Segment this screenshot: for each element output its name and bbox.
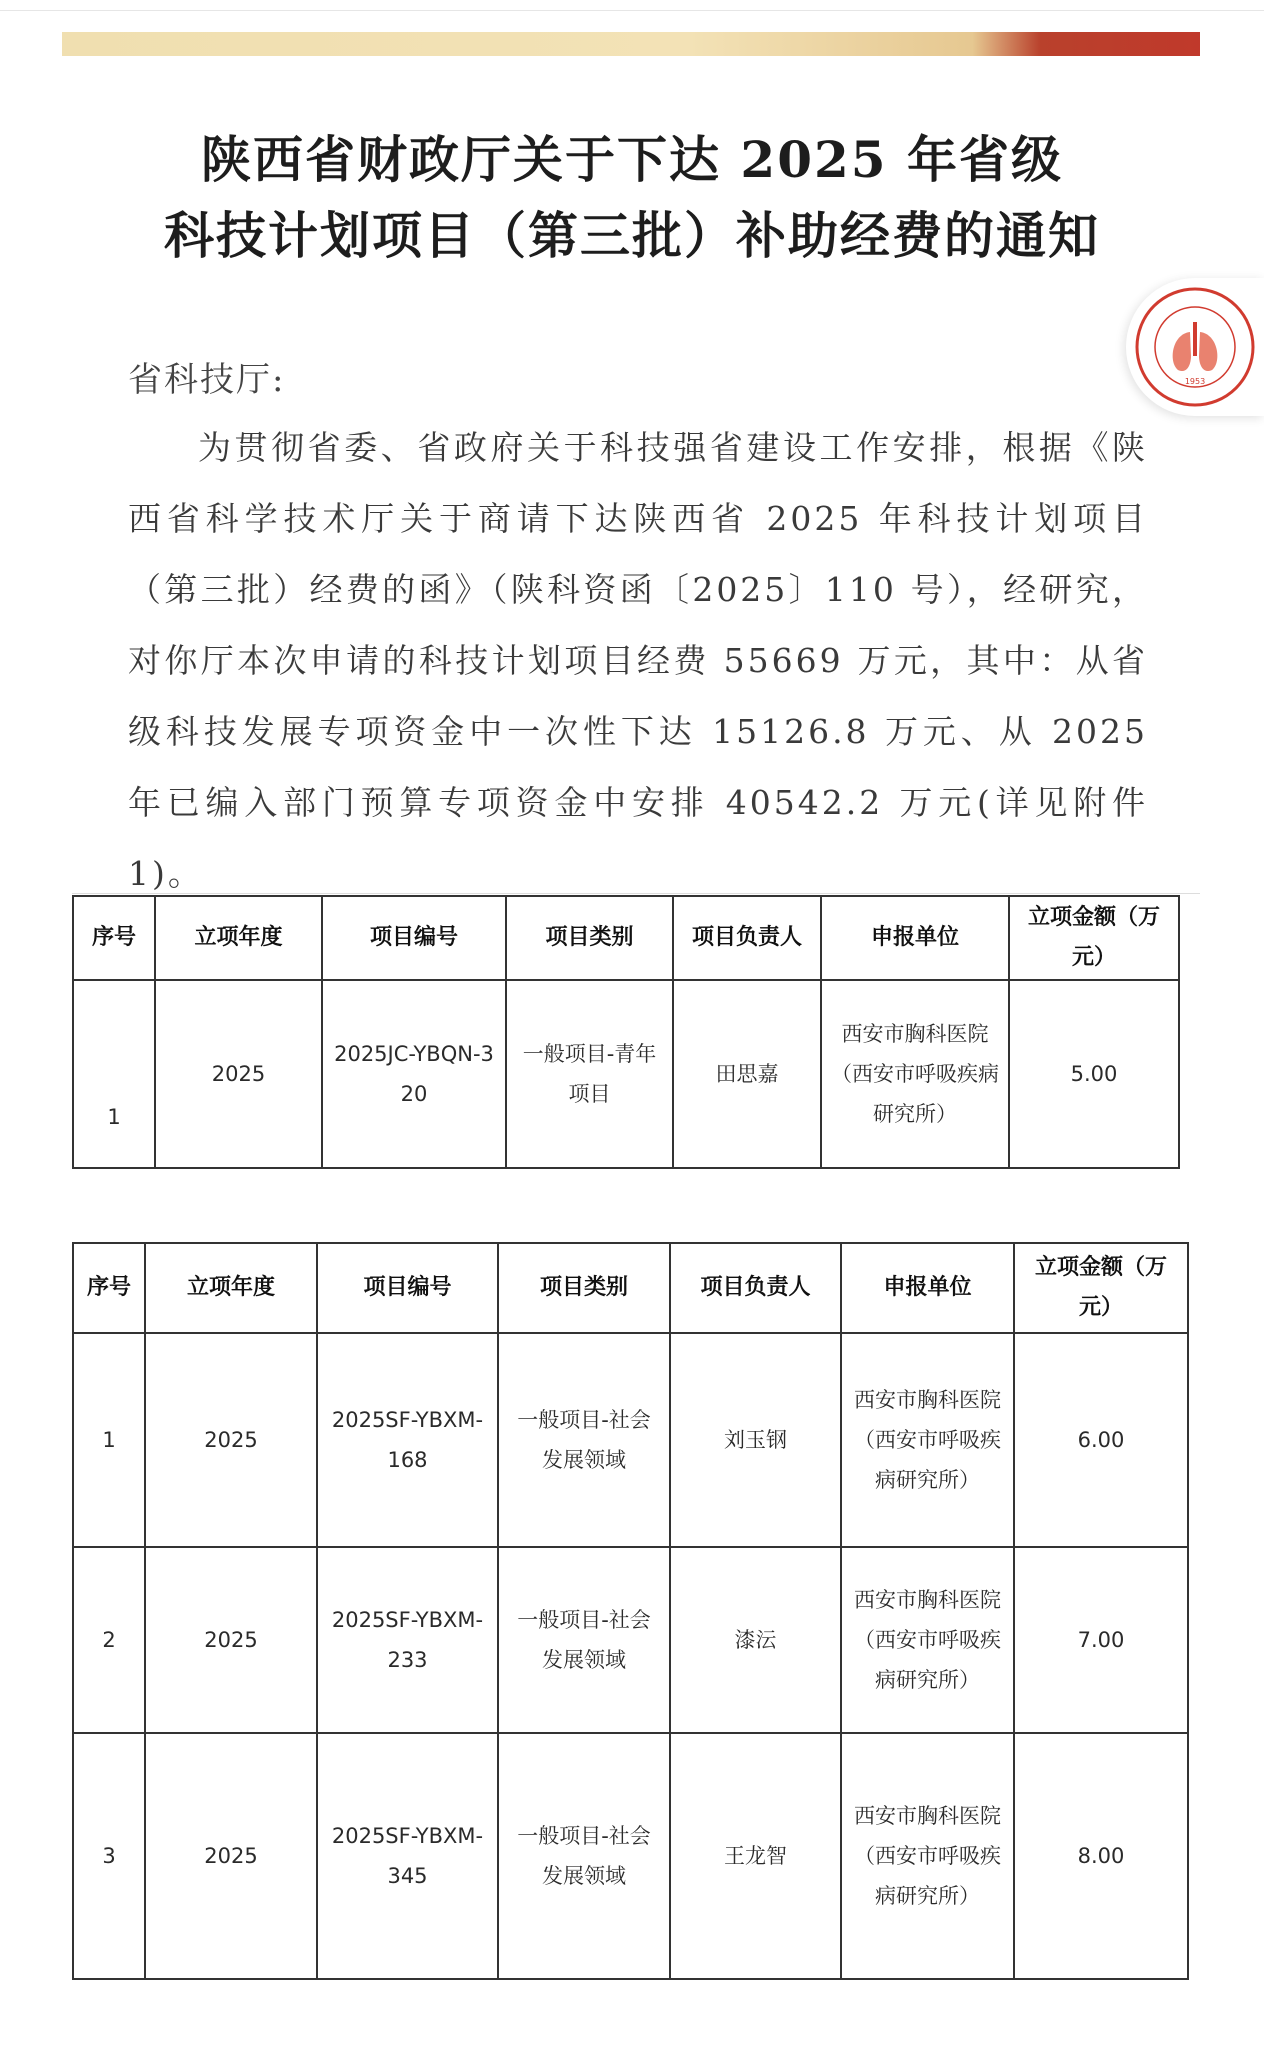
doc-title-line1: 陕西省财政厅关于下达 2025 年省级 [201, 130, 1063, 189]
table-row [73, 1333, 1188, 1547]
header-cell: 申报单位 [841, 1243, 1014, 1333]
cell-unit: 西安市胸科医院（西安市呼吸疾病研究所） [841, 1547, 1014, 1733]
project-table-1 [72, 895, 1180, 1169]
cell-leader: 漆沄 [670, 1547, 841, 1733]
cell-index: 1 [73, 1333, 145, 1547]
cell-leader: 田思嘉 [673, 980, 821, 1168]
table-row [73, 1547, 1188, 1733]
header-cell: 立项年度 [145, 1243, 317, 1333]
cell-index: 1 [73, 980, 155, 1168]
cell-index: 2 [73, 1547, 145, 1733]
header-cell: 申报单位 [821, 896, 1009, 980]
cell-amount: 7.00 [1014, 1547, 1188, 1733]
cell-amount: 8.00 [1014, 1733, 1188, 1979]
cell-category: 一般项目-青年项目 [506, 980, 673, 1168]
project-table-2 [72, 1242, 1189, 1980]
header-cell: 序号 [73, 896, 155, 980]
header-cell: 序号 [73, 1243, 145, 1333]
header-cell: 项目编号 [317, 1243, 498, 1333]
cell-index: 3 [73, 1733, 145, 1979]
cell-year: 2025 [155, 980, 322, 1168]
header-cell: 项目负责人 [670, 1243, 841, 1333]
header-cell: 项目类别 [506, 896, 673, 980]
cell-unit: 西安市胸科医院（西安市呼吸疾病研究所） [821, 980, 1009, 1168]
cell-year: 2025 [145, 1333, 317, 1547]
cell-unit: 西安市胸科医院（西安市呼吸疾病研究所） [841, 1333, 1014, 1547]
hospital-seal-badge[interactable] [1126, 278, 1264, 416]
doc-title-line2: 科技计划项目（第三批）补助经费的通知 [164, 206, 1100, 265]
cell-category: 一般项目-社会发展领域 [498, 1733, 670, 1979]
cell-category: 一般项目-社会发展领域 [498, 1333, 670, 1547]
header-cell: 项目编号 [322, 896, 506, 980]
header-cell: 项目类别 [498, 1243, 670, 1333]
header-cell: 立项年度 [155, 896, 322, 980]
cell-amount: 5.00 [1009, 980, 1179, 1168]
cell-leader: 刘玉钢 [670, 1333, 841, 1547]
table-row [73, 980, 1179, 1168]
cell-unit: 西安市胸科医院（西安市呼吸疾病研究所） [841, 1733, 1014, 1979]
table-header-row [73, 896, 1179, 980]
cell-project-code: 2025SF-YBXM-345 [317, 1733, 498, 1979]
cell-leader: 王龙智 [670, 1733, 841, 1979]
svg-text:1953: 1953 [1184, 377, 1206, 386]
body-paragraph: 为贯彻省委、省政府关于科技强省建设工作安排，根据《陕西省科学技术厅关于商请下达陕西省 2025 年科技计划项目（第三批）经费的函》（陕科资函〔2025〕110 号），经研究，对你厅本次申请的科技计划项目经费 55669 万元，其中：从省级科技发展专项资金中一次性下达 15126.8 万元、从 2025 年已编入部门预算专项资金中安排 40542.2 万元(详见附件 1)。 [128, 428, 1148, 893]
header-cell: 立项金额（万元） [1014, 1243, 1188, 1333]
header-banner [62, 32, 1200, 56]
top-divider [0, 10, 1264, 11]
salutation: 省科技厅: [128, 360, 286, 400]
cell-year: 2025 [145, 1547, 317, 1733]
table-header-row [73, 1243, 1188, 1333]
header-cell: 项目负责人 [673, 896, 821, 980]
cell-project-code: 2025SF-YBXM-233 [317, 1547, 498, 1733]
table-row [73, 1733, 1188, 1979]
cell-category: 一般项目-社会发展领域 [498, 1547, 670, 1733]
cell-year: 2025 [145, 1733, 317, 1979]
cell-amount: 6.00 [1014, 1333, 1188, 1547]
table-top-rule [72, 893, 1200, 894]
hospital-seal-icon [1132, 284, 1258, 410]
header-cell: 立项金额（万元） [1009, 896, 1179, 980]
cell-project-code: 2025SF-YBXM-168 [317, 1333, 498, 1547]
cell-project-code: 2025JC-YBQN-320 [322, 980, 506, 1168]
